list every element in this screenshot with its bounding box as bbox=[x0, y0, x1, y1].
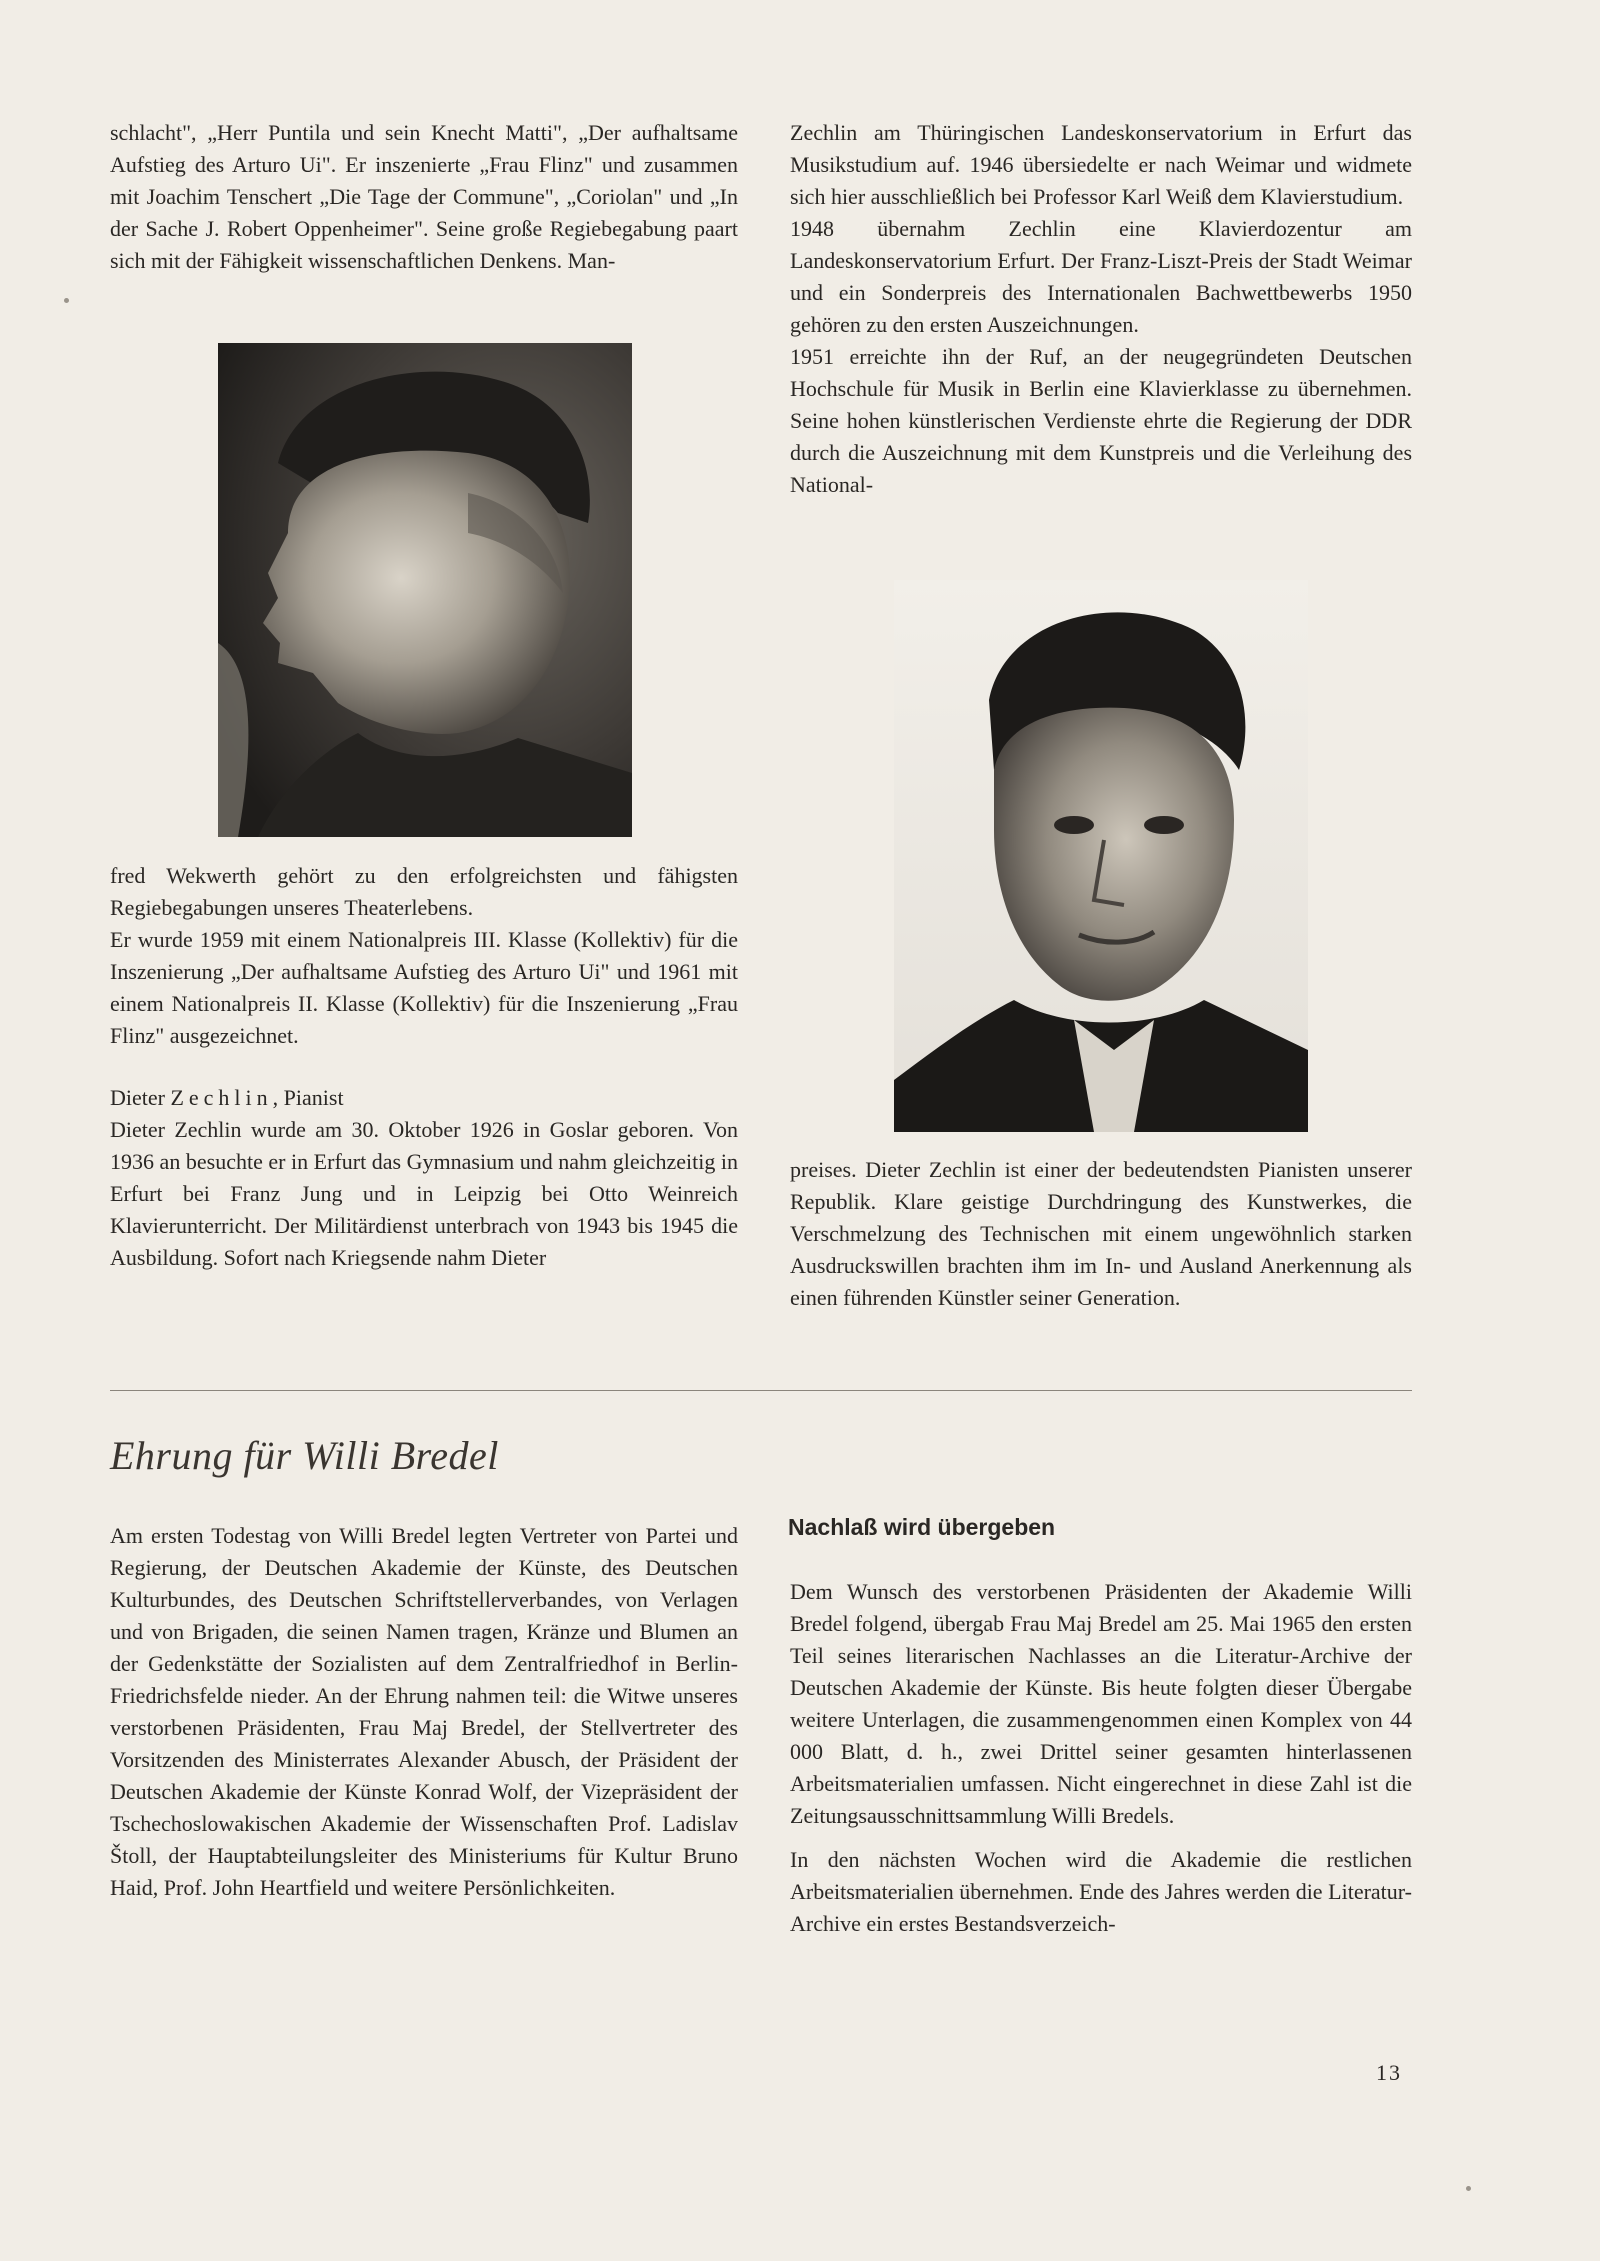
page-number: 13 bbox=[1376, 2060, 1402, 2085]
nachlass-text bbox=[790, 1576, 1412, 1940]
zechlin-role: , Pianist bbox=[272, 1085, 344, 1110]
wekwerth-awards-paragraph: Er wurde 1959 mit einem Nationalpreis III. Klasse (Kollektiv) für die Inszenierung „Der aufhaltsame Aufstieg des Arturo Ui" und 1961 mit einem Nationalpreis II. Klasse (Kollektiv) für die Inszenierung „Frau Flinz" ausgezeichnet. bbox=[110, 927, 738, 1048]
portrait-profile-image bbox=[218, 343, 632, 837]
zechlin-heading bbox=[110, 1082, 738, 1114]
nachlass-paragraph-2: In den nächsten Wochen wird die Akademie die restlichen Arbeitsmaterialien übernehmen. Ende des Jahres werden die Literatur-Archive ein erstes Bestandsverzeich- bbox=[790, 1847, 1412, 1936]
zechlin-bio-paragraph: Dieter Zechlin wurde am 30. Oktober 1926 in Goslar geboren. Von 1936 an besuchte er in Erfurt das Gymnasium und nahm gleichzeitig in Erfurt bei Franz Jung und in Leipzig bei Otto Weinreich Klavierunterricht. Der Militärdienst unterbrach von 1943 bis 1945 die Ausbildung. Sofort nach Kriegsende nahm Dieter bbox=[110, 1117, 738, 1270]
ehrung-paragraph: Am ersten Todestag von Willi Bredel legten Vertreter von Partei und Regierung, der Deutschen Akademie der Künste, des Deutschen Kulturbundes, des Deutschen Schriftstellerverbandes, von Verlagen und von Brigaden, die seinen Namen tragen, Kränze und Blumen an der Gedenkstätte der Sozialisten auf dem Zentralfriedhof in Berlin-Friedrichsfelde nieder. An der Ehrung nahmen teil: die Witwe unseres verstorbenen Präsidenten, Frau Maj Bredel, der Stellvertreter des Vorsitzenden des Ministerrates Alexander Abusch, der Präsident der Deutschen Akademie der Künste Konrad Wolf, der Vizepräsident der Tschechoslowakischen Akademie der Wissenschaften Prof. Ladislav Štoll, der Hauptabteilungsleiter des Ministeriums für Kultur Bruno Haid, Prof. John Heartfield und weitere Persönlichkeiten. bbox=[110, 1523, 738, 1900]
right-mid-text bbox=[790, 1154, 1412, 1314]
paper-speck bbox=[64, 298, 69, 303]
nachlass-heading: Nachlaß wird übergeben bbox=[788, 1514, 1056, 1540]
left-mid-text bbox=[110, 860, 738, 1274]
paper-speck bbox=[1466, 2186, 1471, 2191]
nachlass-paragraph-1: Dem Wunsch des verstorbenen Präsidenten der Akademie Willi Bredel folgend, übergab Frau Maj Bredel am 25. Mai 1965 den ersten Teil seines literarischen Nachlasses an die Literatur-Archive der Deutschen Akademie der Künste. Bis heute folgten dieser Übergabe weitere Unterlagen, die zusammengenommen einen Komplex von 44 000 Blatt, d. h., zwei Drittel seiner gesamten hinterlassenen Arbeitsmaterialien umfassen. Nicht eingerechnet in diese Zahl ist die Zeitungsausschnittsammlung Willi Bredels. bbox=[790, 1579, 1412, 1828]
zechlin-closing-paragraph: preises. Dieter Zechlin ist einer der bedeutendsten Pianisten unserer Republik. Klare geistige Durchdringung des Kunstwerkes, die Verschmelzung des Technischen mit einem ungewöhnlich starken Ausdruckswillen brachten ihm im In- und Ausland Anerkennung als einen führenden Künstler seiner Generation. bbox=[790, 1157, 1412, 1310]
wekwerth-paragraph-end: fred Wekwerth gehört zu den erfolgreichsten und fähigsten Regiebegabungen unseres Theaterlebens. bbox=[110, 863, 738, 920]
photo-manfred-wekwerth bbox=[218, 343, 632, 837]
zechlin-first-name: Dieter bbox=[110, 1085, 165, 1110]
portrait-frontal-image bbox=[894, 580, 1308, 1132]
ehrung-text bbox=[110, 1520, 738, 1904]
left-top-paragraph: schlacht", „Herr Puntila und sein Knecht Matti", „Der aufhaltsame Aufstieg des Arturo Ui". Er inszenierte „Frau Flinz" und zusammen mit Joachim Tenschert „Die Tage der Commune", „Coriolan" und „In der Sache J. Robert Oppenheimer". Seine große Regiebegabung paart sich mit der Fähigkeit wissenschaftlichen Denkens. Man- bbox=[110, 120, 738, 273]
section-divider bbox=[110, 1390, 1412, 1391]
photo-dieter-zechlin bbox=[894, 580, 1308, 1132]
left-top-text bbox=[110, 117, 738, 277]
ehrung-heading: Ehrung für Willi Bredel bbox=[110, 1433, 499, 1478]
right-top-text bbox=[790, 117, 1412, 501]
zechlin-study-paragraph: Zechlin am Thüringischen Landeskonservatorium in Erfurt das Musikstudium auf. 1946 übersiedelte er nach Weimar und widmete sich hier ausschließlich bei Professor Karl Weiß dem Klavierstudium. bbox=[790, 120, 1412, 209]
zechlin-1951-paragraph: 1951 erreichte ihn der Ruf, an der neugegründeten Deutschen Hochschule für Musik in Berlin eine Klavierklasse zu übernehmen. Seine hohen künstlerischen Verdienste ehrte die Regierung der DDR durch die Auszeichnung mit dem Kunstpreis und die Verleihung des National- bbox=[790, 344, 1412, 497]
zechlin-1948-paragraph: 1948 übernahm Zechlin eine Klavierdozentur am Landeskonservatorium Erfurt. Der Franz-Liszt-Preis der Stadt Weimar und ein Sonderpreis des Internationalen Bachwettbewerbs 1950 gehören zu den ersten Auszeichnungen. bbox=[790, 216, 1412, 337]
zechlin-surname-spaced: Zechlin bbox=[170, 1085, 273, 1110]
